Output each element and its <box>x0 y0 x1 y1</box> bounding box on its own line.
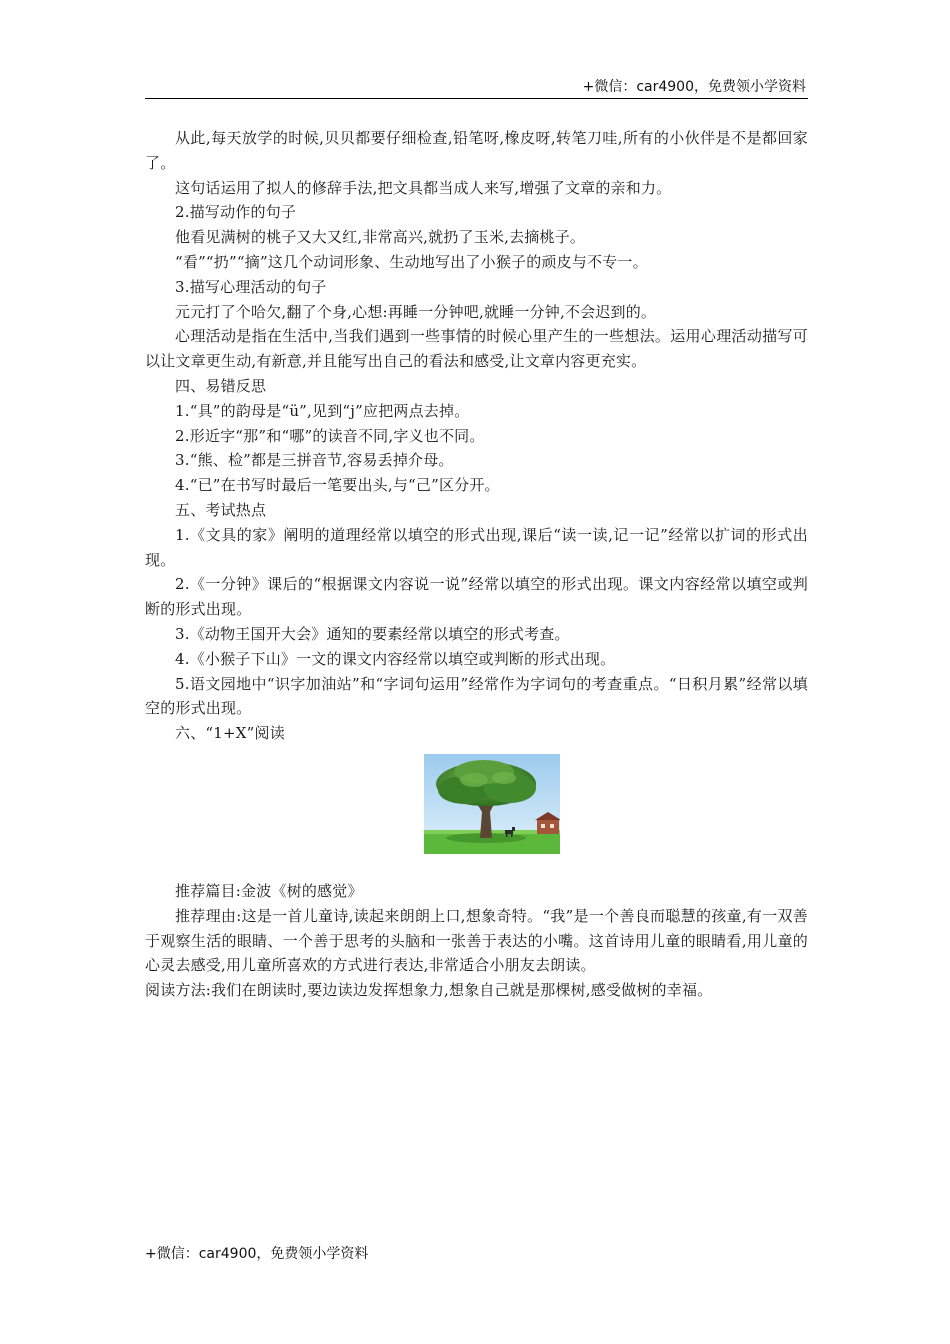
paragraph: 推荐篇目:金波《树的感觉》 <box>175 881 363 900</box>
paragraph: 2.描写动作的句子 <box>175 203 297 222</box>
page-footer: +微信：car4900，免费领小学资料 <box>145 1246 369 1262</box>
paragraph: 2.形近字“那”和“哪”的读音不同,字义也不同。 <box>175 426 485 445</box>
paragraph: 心理活动是指在生活中,当我们遇到一些事情的时候心里产生的一些想法。运用心理活动描写可以让文章更生动,有新意,并且能写出自己的看法和感受,让文章内容更充实。 <box>145 327 808 371</box>
paragraph: 元元打了个哈欠,翻了个身,心想:再睡一分钟吧,就睡一分钟,不会迟到的。 <box>175 302 657 321</box>
paragraph: 5.语文园地中“识字加油站”和“字词句运用”经常作为字词句的考查重点。“日积月累”经常以填空的形式出现。 <box>145 674 808 718</box>
paragraph: 3.描写心理活动的句子 <box>175 277 327 296</box>
paragraph: 1.《文具的家》阐明的道理经常以填空的形式出现,课后“读一读,记一记”经常以扩词的形式出现。 <box>145 525 808 569</box>
paragraph: 3.“熊、检”都是三拼音节,容易丢掉介母。 <box>175 451 454 470</box>
image-container <box>145 754 808 858</box>
section-heading: 五、考试热点 <box>175 500 267 519</box>
paragraph: 他看见满树的桃子又大又红,非常高兴,就扔了玉米,去摘桃子。 <box>175 228 586 247</box>
paragraph: 4.“已”在书写时最后一笔要出头,与“己”区分开。 <box>175 476 500 495</box>
paragraph: 这句话运用了拟人的修辞手法,把文具都当成人来写,增强了文章的亲和力。 <box>175 178 672 197</box>
paragraph: 2.《一分钟》课后的“根据课文内容说一说”经常以填空的形式出现。课文内容经常以填空或判断的形式出现。 <box>145 575 808 619</box>
paragraph: 1.“具”的韵母是“ü”,见到“j”应把两点去掉。 <box>175 401 470 420</box>
section-heading: 六、“1+X”阅读 <box>175 724 285 743</box>
header-text: +微信：car4900，免费领小学资料 <box>582 79 806 95</box>
paragraph: 3.《动物王国开大会》通知的要素经常以填空的形式考查。 <box>175 624 570 643</box>
paragraph: 4.《小猴子下山》一文的课文内容经常以填空或判断的形式出现。 <box>175 649 616 668</box>
tree-image <box>424 754 560 854</box>
paragraph: 从此,每天放学的时候,贝贝都要仔细检查,铅笔呀,橡皮呀,转笔刀哇,所有的小伙伴是不是都回家了。 <box>145 129 808 172</box>
paragraph: 阅读方法:我们在朗读时,要边读边发挥想象力,想象自己就是那棵树,感受做树的幸福。 <box>145 981 713 1000</box>
section-heading: 四、易错反思 <box>175 376 267 395</box>
document-body <box>145 126 808 1003</box>
paragraph: 推荐理由:这是一首儿童诗,读起来朗朗上口,想象奇特。“我”是一个善良而聪慧的孩童,有一双善于观察生活的眼睛、一个善于思考的头脑和一张善于表达的小嘴。这首诗用儿童的眼睛看,用儿童的心灵去感受,用儿童所喜欢的方式进行表达,非常适合小朋友去朗读。 <box>145 906 808 975</box>
paragraph: “看”“扔”“摘”这几个动词形象、生动地写出了小猴子的顽皮与不专一。 <box>175 252 648 271</box>
page-header <box>145 70 808 99</box>
